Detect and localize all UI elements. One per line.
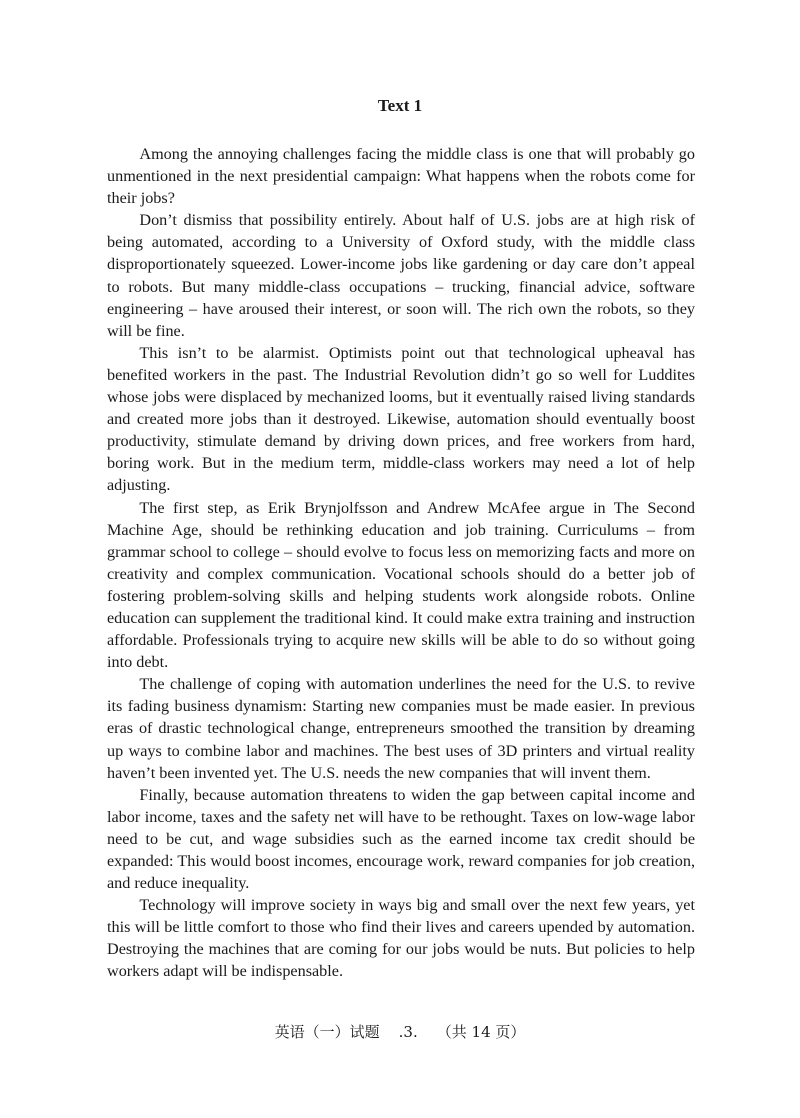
page-footer: 英语（一）试题 .3. （共 14 页） (274, 1023, 526, 1041)
paragraph-6: Finally, because automation threatens to widen the gap between capital income and labor income, taxes and the safety net will have to be rethought. Taxes on low-wage labor need to be cut, and wage subsidies such as the earned income tax credit should be expanded: This would boost incomes, encourage work, reward companies for job creation, and reduce inequality. (107, 785, 695, 893)
paragraph-2: Don’t dismiss that possibility entirely. About half of U.S. jobs are at high risk of being automated, according to a University of Oxford study, with the middle class disproportionately squeezed. Lower-income jobs like gardening or day care don’t appeal to robots. But many middle-class occupations – trucking, financial advice, software engineering – have aroused their interest, or soon will. The rich own the robots, so they will be fine. (107, 211, 695, 340)
paragraph-3: This isn’t to be alarmist. Optimists point out that technological upheaval has benefited workers in the past. The Industrial Revolution didn’t go so well for Luddites whose jobs were displaced by mechanized looms, but it eventually raised living standards and created more jobs than it destroyed. Likewise, automation should eventually boost productivity, stimulate demand by driving down prices, and free workers from hard, boring work. But in the medium term, middle-class workers may need a lot of help adjusting. (107, 343, 695, 495)
paragraph-7: Technology will improve society in ways big and small over the next few years, yet this will be little comfort to those who find their lives and careers upended by automation. Destroying the machines that are coming for our jobs would be nuts. But policies to help workers adapt will be indispensable. (107, 896, 695, 981)
paragraph-1: Among the annoying challenges facing the middle class is one that will probably go unmentioned in the next presidential campaign: What happens when the robots come for their jobs? (107, 145, 695, 208)
passage-body (107, 143, 695, 983)
paragraph-5: The challenge of coping with automation underlines the need for the U.S. to revive its fading business dynamism: Starting new companies must be made easier. In previous eras of drastic technological change, entrepreneurs smoothed the transition by dreaming up ways to combine labor and machines. The best uses of 3D printers and virtual reality haven’t been invented yet. The U.S. needs the new companies that will invent them. (107, 675, 695, 782)
paragraph-4: The first step, as Erik Brynjolfsson and Andrew McAfee argue in The Second Machine Age, should be rethinking education and job training. Curriculums – from grammar school to college – should evolve to focus less on memorizing facts and more on creativity and complex communication. Vocational schools should do a better job of fostering problem-solving skills and helping students work alongside robots. Online education can supplement the traditional kind. It could make extra training and instruction affordable. Professionals trying to acquire new skills will be able to do so without going into debt. (107, 498, 695, 672)
text-title: Text 1 (377, 96, 423, 115)
